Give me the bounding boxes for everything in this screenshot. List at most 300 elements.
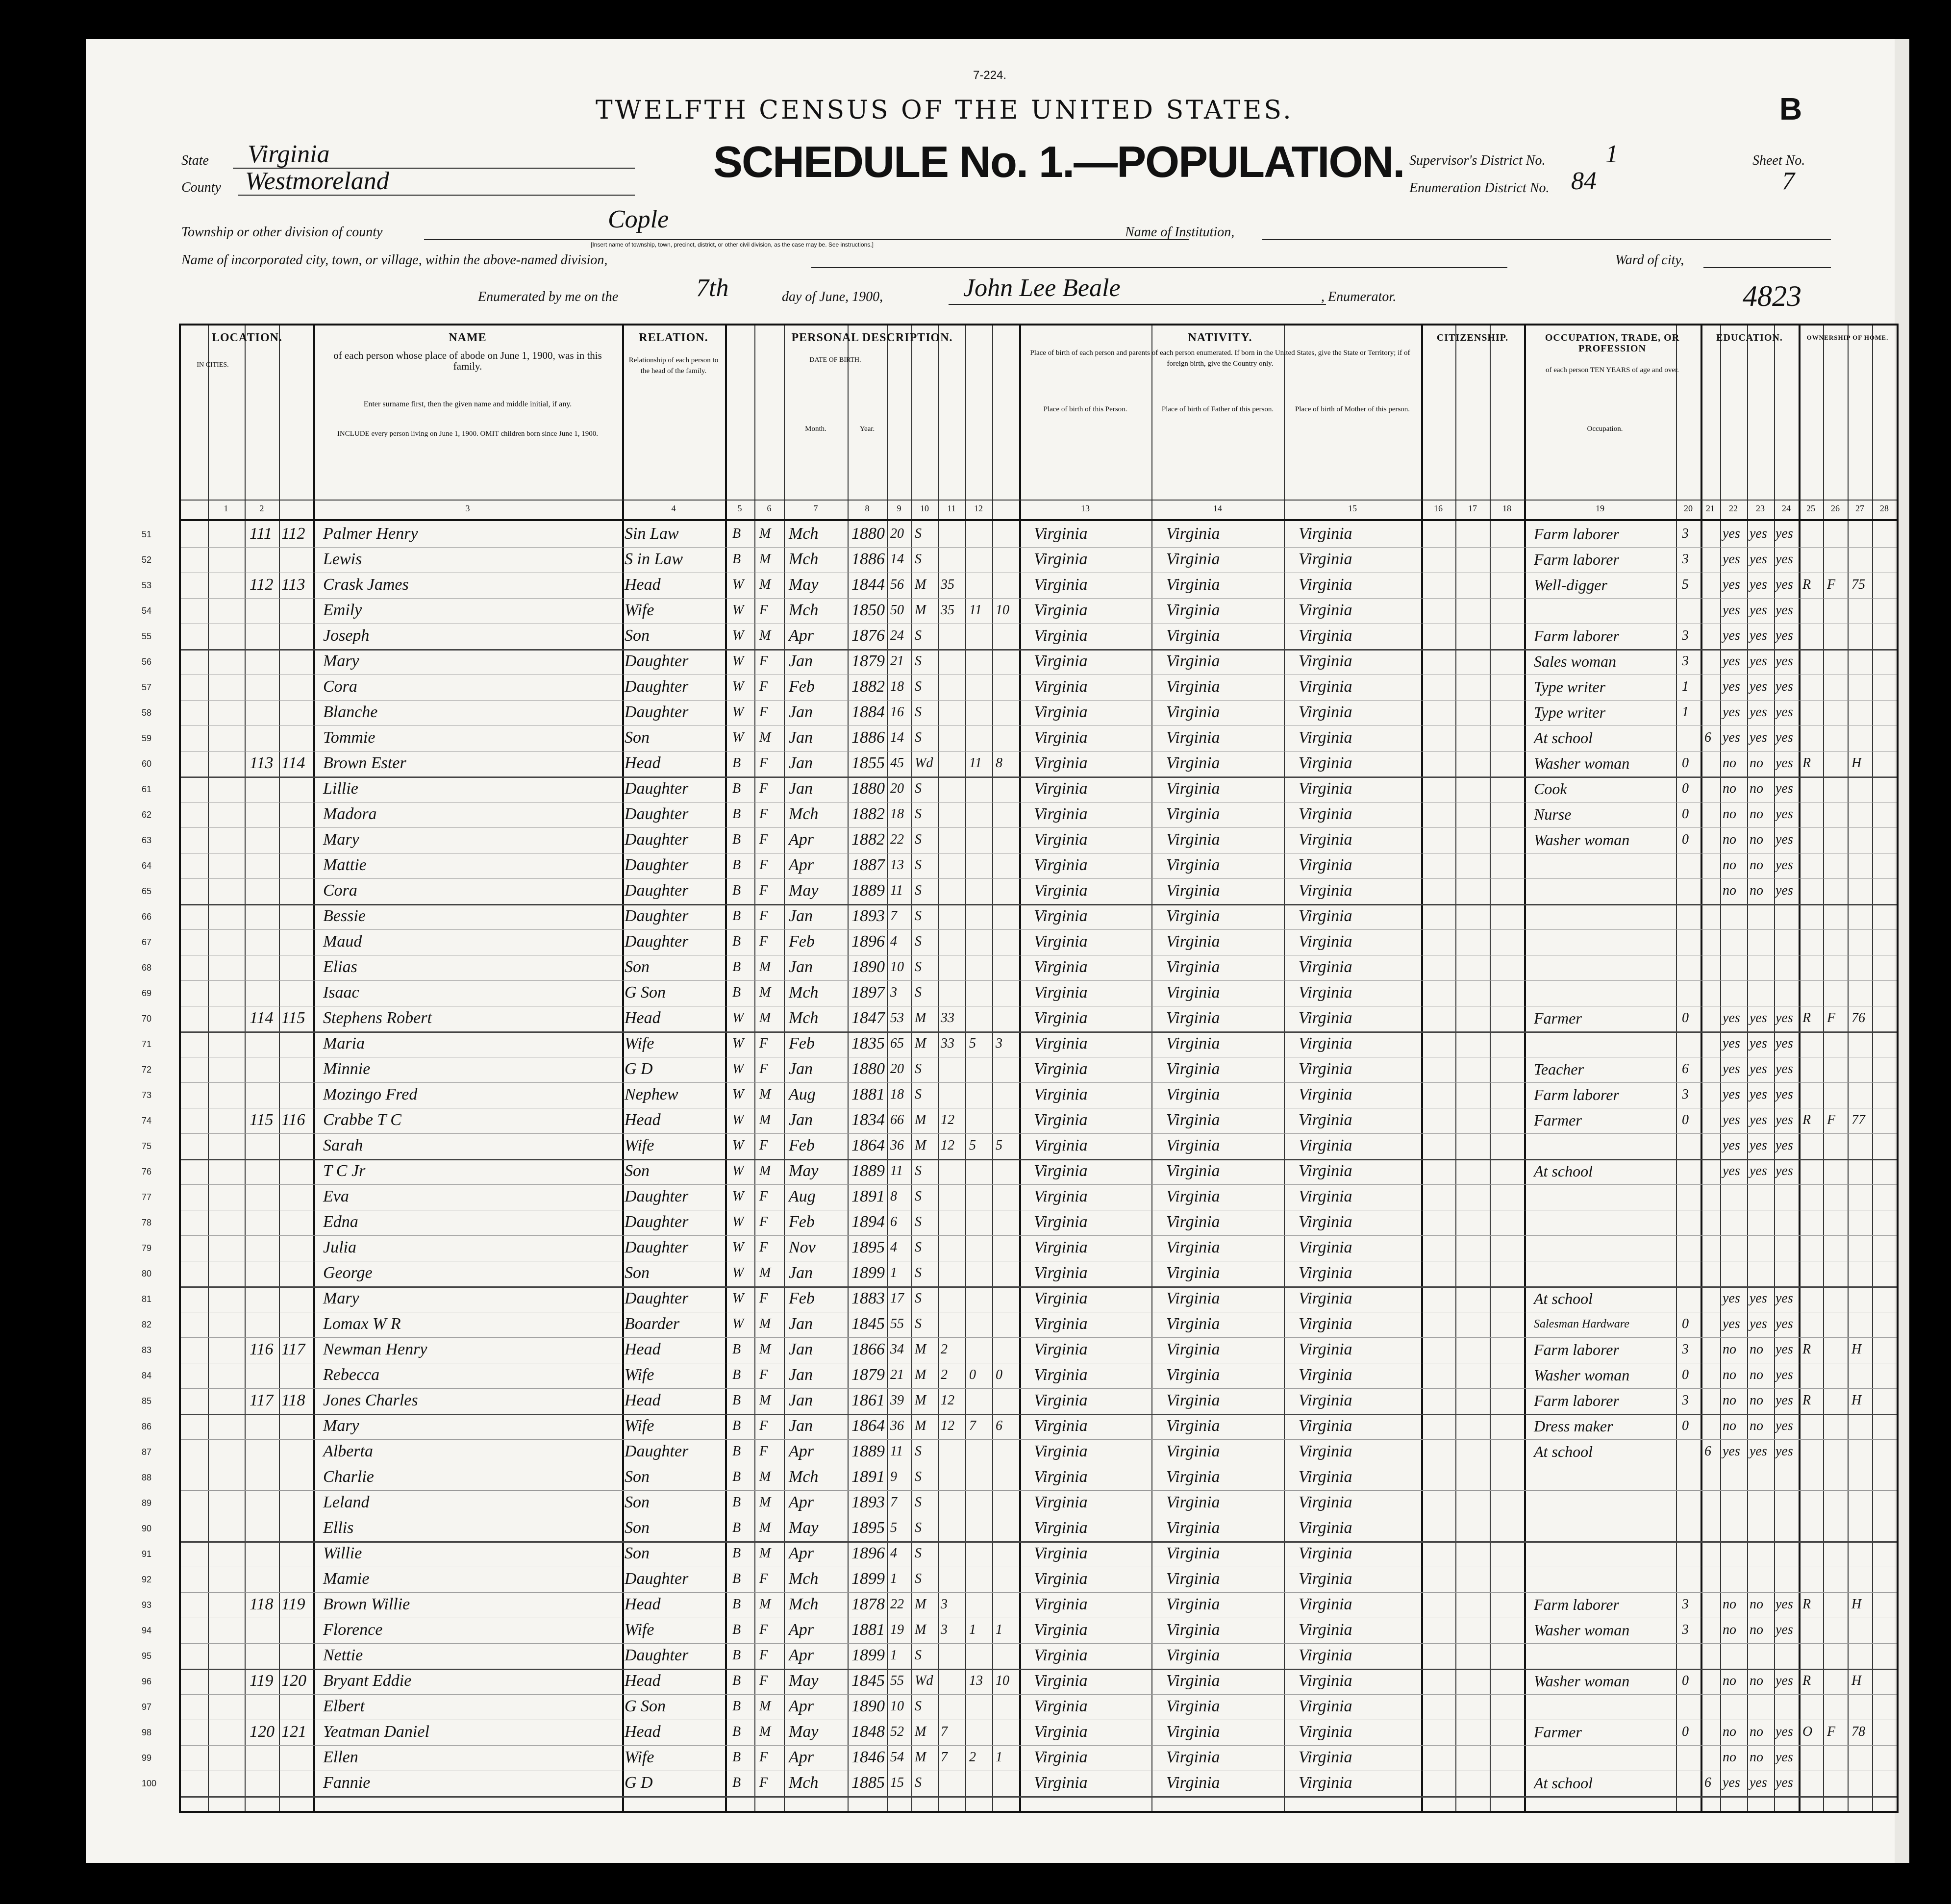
- sex: F: [759, 1240, 768, 1255]
- sex: M: [759, 1163, 771, 1178]
- can-read: yes: [1723, 1775, 1740, 1790]
- color-race: W: [732, 1087, 744, 1102]
- can-write: no: [1750, 832, 1763, 847]
- age: 7: [890, 908, 897, 924]
- name-note-2: INCLUDE every person living on June 1, 1900. OMIT children born since June 1, 1900.: [337, 430, 599, 438]
- can-write: yes: [1750, 1316, 1767, 1331]
- birth-month: Feb: [789, 1034, 815, 1052]
- birthplace-person: Virginia: [1034, 1544, 1088, 1562]
- birth-year: 1845: [851, 1672, 885, 1690]
- birth-month: Mch: [789, 1570, 819, 1588]
- color-race: W: [732, 1316, 744, 1331]
- line-number: 68: [142, 963, 152, 973]
- supervisor-value: 1: [1605, 140, 1618, 168]
- years-married: 2: [941, 1367, 948, 1382]
- sex: M: [759, 628, 771, 643]
- marital-status: S: [915, 628, 922, 643]
- age: 21: [890, 653, 904, 669]
- column-number: 7: [813, 503, 818, 513]
- person-name: Isaac: [323, 983, 359, 1002]
- birthplace-mother: Virginia: [1299, 1366, 1352, 1384]
- occupation: Salesman Hardware: [1534, 1318, 1629, 1330]
- col-divider: [245, 326, 246, 1811]
- institution-label: Name of Institution,: [1125, 225, 1235, 240]
- birth-year: 1882: [851, 830, 885, 849]
- years-married: 7: [941, 1750, 948, 1765]
- color-race: B: [732, 1597, 741, 1612]
- enumerated-prefix: Enumerated by me on the: [478, 289, 619, 304]
- color-race: W: [732, 1112, 744, 1127]
- owned-or-rented: R: [1802, 1112, 1811, 1127]
- line-number: 72: [142, 1065, 152, 1075]
- person-name: Yeatman Daniel: [323, 1723, 429, 1741]
- relation: Son: [625, 626, 650, 645]
- person-name: Madora: [323, 805, 377, 823]
- months-unemployed: 3: [1682, 551, 1689, 567]
- sex: F: [759, 704, 768, 720]
- col-divider: [965, 326, 966, 1811]
- sex: M: [759, 1699, 771, 1714]
- can-speak-english: yes: [1776, 1061, 1793, 1077]
- can-speak-english: yes: [1776, 551, 1793, 567]
- family-number: 114: [281, 754, 305, 772]
- person-name: Brown Ester: [323, 754, 406, 772]
- person-name: Lomax W R: [323, 1315, 401, 1333]
- birthplace-father: Virginia: [1166, 958, 1220, 976]
- birthplace-father: Virginia: [1166, 550, 1220, 568]
- birth-year: 1864: [851, 1417, 885, 1435]
- name-note: Enter surname first, then the given name and middle initial, if any.: [363, 400, 572, 408]
- age: 3: [890, 985, 897, 1000]
- birthplace-mother: Virginia: [1299, 626, 1352, 645]
- person-name: Palmer Henry: [323, 525, 418, 543]
- person-name: Cora: [323, 677, 357, 696]
- birth-month: Apr: [789, 1544, 814, 1562]
- age: 54: [890, 1750, 904, 1765]
- color-race: W: [732, 1010, 744, 1026]
- col-divider: [1823, 326, 1824, 1811]
- marital-status: S: [915, 1087, 922, 1102]
- birthplace-person: Virginia: [1034, 1340, 1088, 1358]
- color-race: W: [732, 1163, 744, 1178]
- birth-month: Mch: [789, 805, 819, 823]
- line-number: 96: [142, 1677, 152, 1686]
- color-race: B: [732, 1367, 741, 1382]
- age: 11: [890, 1163, 903, 1178]
- sex: M: [759, 730, 771, 745]
- age: 56: [890, 577, 904, 592]
- column-number: 3: [465, 503, 470, 513]
- age: 66: [890, 1112, 904, 1127]
- can-speak-english: yes: [1776, 857, 1793, 873]
- birthplace-father: Virginia: [1166, 677, 1220, 696]
- months-unemployed: 0: [1682, 1673, 1689, 1688]
- relation: Son: [625, 728, 650, 747]
- dwelling-number: 116: [250, 1340, 274, 1358]
- sex: F: [759, 1673, 768, 1688]
- birth-month: Jan: [789, 728, 813, 747]
- county-line: [238, 195, 635, 196]
- line-number: 94: [142, 1626, 152, 1635]
- birth-month: Jan: [789, 958, 813, 976]
- can-speak-english: yes: [1776, 1673, 1793, 1688]
- occupation-header: OCCUPATION, TRADE, OR PROFESSION: [1545, 332, 1680, 354]
- person-name: Mary: [323, 1417, 359, 1435]
- children-born: 1: [969, 1622, 976, 1637]
- relation: Daughter: [625, 881, 689, 900]
- township-line: [424, 239, 1189, 240]
- years-married: 12: [941, 1393, 954, 1408]
- children-living: 1: [996, 1750, 1002, 1765]
- dwelling-number: 119: [250, 1672, 274, 1690]
- column-number: 21: [1706, 503, 1715, 513]
- can-read: yes: [1723, 1087, 1740, 1102]
- birth-year: 1850: [851, 601, 885, 619]
- age: 20: [890, 781, 904, 796]
- relation: Daughter: [625, 1238, 689, 1256]
- col-divider: [313, 326, 315, 1811]
- marital-status: M: [915, 577, 926, 592]
- birthplace-mother: Virginia: [1299, 907, 1352, 925]
- column-number: 1: [224, 503, 228, 513]
- col-divider: [784, 326, 785, 1811]
- birth-year: 1889: [851, 881, 885, 900]
- color-race: B: [732, 1342, 741, 1357]
- can-write: yes: [1750, 1775, 1767, 1790]
- birth-month: Apr: [789, 626, 814, 645]
- sheet-no-value: 7: [1782, 167, 1795, 195]
- birthplace-mother: Virginia: [1299, 1697, 1352, 1715]
- birth-month: Feb: [789, 677, 815, 696]
- can-speak-english: yes: [1776, 755, 1793, 771]
- col-divider: [1019, 326, 1021, 1811]
- months-unemployed: 3: [1682, 1087, 1689, 1102]
- can-write: yes: [1750, 1112, 1767, 1127]
- line-number: 100: [142, 1779, 157, 1788]
- color-race: B: [732, 959, 741, 975]
- county-label: County: [181, 180, 221, 195]
- relation: Daughter: [625, 677, 689, 696]
- line-number: 98: [142, 1728, 152, 1737]
- years-married: 33: [941, 1010, 954, 1026]
- line-number: 80: [142, 1269, 152, 1278]
- age: 20: [890, 1061, 904, 1077]
- dwelling-number: 114: [250, 1009, 274, 1027]
- birth-month: May: [789, 1519, 819, 1537]
- color-race: W: [732, 1240, 744, 1255]
- line-number: 75: [142, 1141, 152, 1151]
- enumeration-value: 84: [1571, 167, 1597, 195]
- years-married: 3: [941, 1622, 948, 1637]
- birth-month: Aug: [789, 1085, 816, 1103]
- line-number: 51: [142, 529, 152, 539]
- birth-year: 1899: [851, 1646, 885, 1664]
- color-race: B: [732, 1571, 741, 1586]
- dwelling-number: 111: [250, 525, 272, 543]
- line-number: 86: [142, 1422, 152, 1431]
- birth-month: Apr: [789, 1493, 814, 1511]
- can-write: yes: [1750, 730, 1767, 745]
- birthplace-person: Virginia: [1034, 1034, 1088, 1052]
- can-write: yes: [1750, 653, 1767, 669]
- relation: Head: [625, 1595, 661, 1613]
- birth-year: 1866: [851, 1340, 885, 1358]
- person-name: Mary: [323, 1289, 359, 1307]
- birthplace-person: Virginia: [1034, 1723, 1088, 1741]
- marital-status: S: [915, 1163, 922, 1178]
- sex: M: [759, 1112, 771, 1127]
- can-write: yes: [1750, 1444, 1767, 1459]
- birth-person-header: Place of birth of this Person.: [1043, 405, 1127, 413]
- birthplace-father: Virginia: [1166, 1595, 1220, 1613]
- person-name: Maud: [323, 932, 362, 951]
- birth-year: 1861: [851, 1391, 885, 1409]
- line-number: 89: [142, 1498, 152, 1508]
- color-race: B: [732, 1546, 741, 1561]
- birth-year: 1887: [851, 856, 885, 874]
- marital-status: S: [915, 857, 922, 873]
- can-write: yes: [1750, 1036, 1767, 1051]
- months-unemployed: 1: [1682, 679, 1689, 694]
- birthplace-mother: Virginia: [1299, 779, 1352, 798]
- dwelling-number: 115: [250, 1111, 274, 1129]
- age: 6: [890, 1214, 897, 1229]
- birth-month: Jan: [789, 779, 813, 798]
- marital-status: M: [915, 1750, 926, 1765]
- birthplace-person: Virginia: [1034, 525, 1088, 543]
- sex: F: [759, 806, 768, 822]
- person-name: Charlie: [323, 1468, 374, 1486]
- birth-month: Jan: [789, 703, 813, 721]
- line-number: 69: [142, 988, 152, 998]
- can-read: no: [1723, 1622, 1736, 1637]
- birth-year: 1834: [851, 1111, 885, 1129]
- birth-year: 1880: [851, 779, 885, 798]
- birth-year: 1886: [851, 728, 885, 747]
- birthplace-person: Virginia: [1034, 1187, 1088, 1205]
- occupation: Well-digger: [1534, 576, 1607, 594]
- relation: Head: [625, 1391, 661, 1409]
- age: 16: [890, 704, 904, 720]
- can-read: yes: [1723, 653, 1740, 669]
- birthplace-mother: Virginia: [1299, 1723, 1352, 1741]
- birth-year: 1886: [851, 550, 885, 568]
- birthplace-mother: Virginia: [1299, 1085, 1352, 1103]
- months-unemployed: 3: [1682, 1393, 1689, 1408]
- column-number: 18: [1502, 503, 1511, 513]
- months-unemployed: 3: [1682, 628, 1689, 643]
- can-read: yes: [1723, 526, 1740, 541]
- marital-status: S: [915, 1189, 922, 1204]
- can-read: yes: [1723, 1163, 1740, 1178]
- can-read: no: [1723, 832, 1736, 847]
- line-number: 79: [142, 1243, 152, 1253]
- relation: Wife: [625, 1366, 654, 1384]
- color-race: B: [732, 526, 741, 541]
- person-name: Rebecca: [323, 1366, 380, 1384]
- birthplace-person: Virginia: [1034, 576, 1088, 594]
- color-race: B: [732, 857, 741, 873]
- state-label: State: [181, 153, 209, 168]
- marital-status: S: [915, 985, 922, 1000]
- can-speak-english: yes: [1776, 628, 1793, 643]
- person-name: Newman Henry: [323, 1340, 427, 1358]
- can-speak-english: yes: [1776, 1775, 1793, 1790]
- can-read: no: [1723, 1750, 1736, 1765]
- can-write: no: [1750, 781, 1763, 796]
- can-speak-english: yes: [1776, 1367, 1793, 1382]
- months-in-school: 6: [1704, 1775, 1711, 1790]
- can-read: yes: [1723, 1291, 1740, 1306]
- relation: Son: [625, 1544, 650, 1562]
- birthplace-mother: Virginia: [1299, 932, 1352, 951]
- sex: F: [759, 908, 768, 924]
- birth-year: 1883: [851, 1289, 885, 1307]
- color-race: B: [732, 934, 741, 949]
- can-speak-english: yes: [1776, 1316, 1793, 1331]
- relation: Daughter: [625, 1646, 689, 1664]
- age: 4: [890, 1240, 897, 1255]
- birth-year: 1891: [851, 1468, 885, 1486]
- occupation-sub-header: Occupation.: [1587, 425, 1623, 433]
- children-living: 10: [996, 1673, 1009, 1688]
- marital-status: S: [915, 1444, 922, 1459]
- birthplace-person: Virginia: [1034, 652, 1088, 670]
- age: 65: [890, 1036, 904, 1051]
- person-name: Minnie: [323, 1060, 371, 1078]
- age: 39: [890, 1393, 904, 1408]
- occupation: Washer woman: [1534, 1366, 1630, 1384]
- birthplace-father: Virginia: [1166, 907, 1220, 925]
- age: 21: [890, 1367, 904, 1382]
- sex: M: [759, 1469, 771, 1484]
- children-born: 5: [969, 1036, 976, 1051]
- sex: F: [759, 1418, 768, 1433]
- can-write: no: [1750, 806, 1763, 822]
- birthplace-person: Virginia: [1034, 1570, 1088, 1588]
- birthplace-person: Virginia: [1034, 1366, 1088, 1384]
- birth-year: 1844: [851, 576, 885, 594]
- color-race: B: [732, 1699, 741, 1714]
- color-race: W: [732, 1291, 744, 1306]
- can-speak-english: yes: [1776, 602, 1793, 618]
- birthplace-person: Virginia: [1034, 728, 1088, 747]
- can-write: yes: [1750, 602, 1767, 618]
- birthplace-mother: Virginia: [1299, 1391, 1352, 1409]
- months-unemployed: 0: [1682, 781, 1689, 796]
- occupation: Farmer: [1534, 1723, 1582, 1741]
- color-race: W: [732, 679, 744, 694]
- can-speak-english: yes: [1776, 781, 1793, 796]
- relation: Daughter: [625, 907, 689, 925]
- col-divider: [725, 326, 727, 1811]
- name-description: of each person whose place of abode on June 1, 1900, was in this family.: [333, 350, 602, 372]
- months-unemployed: 3: [1682, 526, 1689, 541]
- birthplace-father: Virginia: [1166, 703, 1220, 721]
- birthplace-mother: Virginia: [1299, 958, 1352, 976]
- birthplace-mother: Virginia: [1299, 1187, 1352, 1205]
- occupation: Dress maker: [1534, 1417, 1613, 1435]
- months-unemployed: 3: [1682, 1342, 1689, 1357]
- birth-year: 1878: [851, 1595, 885, 1613]
- can-read: yes: [1723, 679, 1740, 694]
- relation: G Son: [625, 1697, 666, 1715]
- months-unemployed: 0: [1682, 1418, 1689, 1433]
- years-married: 33: [941, 1036, 954, 1051]
- state-value: Virginia: [248, 140, 330, 168]
- birthplace-person: Virginia: [1034, 907, 1088, 925]
- sex: M: [759, 1316, 771, 1331]
- free-or-mortgaged: F: [1827, 1112, 1836, 1127]
- line-number: 74: [142, 1116, 152, 1126]
- marital-status: S: [915, 653, 922, 669]
- marital-status: S: [915, 1265, 922, 1280]
- relation: Son: [625, 1519, 650, 1537]
- birthplace-mother: Virginia: [1299, 1238, 1352, 1256]
- can-write: no: [1750, 883, 1763, 898]
- birth-year: 1879: [851, 652, 885, 670]
- birth-year: 1894: [851, 1213, 885, 1231]
- relation: Son: [625, 1493, 650, 1511]
- birthplace-person: Virginia: [1034, 1672, 1088, 1690]
- color-race: B: [732, 1418, 741, 1433]
- col-divider: [911, 326, 912, 1811]
- birthplace-person: Virginia: [1034, 881, 1088, 900]
- free-or-mortgaged: F: [1827, 577, 1836, 592]
- sex: M: [759, 1010, 771, 1026]
- line-number: 64: [142, 861, 152, 871]
- marital-status: S: [915, 1214, 922, 1229]
- color-race: B: [732, 1520, 741, 1535]
- birthplace-father: Virginia: [1166, 1468, 1220, 1486]
- birth-month: Jan: [789, 1340, 813, 1358]
- can-speak-english: yes: [1776, 1342, 1793, 1357]
- months-unemployed: 5: [1682, 577, 1689, 592]
- incorporated-line: [811, 267, 1507, 268]
- marital-status: M: [915, 1393, 926, 1408]
- birthplace-person: Virginia: [1034, 932, 1088, 951]
- column-number: 14: [1213, 503, 1222, 513]
- can-write: yes: [1750, 1291, 1767, 1306]
- dwelling-number: 112: [250, 576, 274, 594]
- birthplace-mother: Virginia: [1299, 1519, 1352, 1537]
- relation: Nephew: [625, 1085, 678, 1103]
- can-speak-english: yes: [1776, 1087, 1793, 1102]
- marital-status: S: [915, 1546, 922, 1561]
- age: 5: [890, 1520, 897, 1535]
- birthplace-mother: Virginia: [1299, 1774, 1352, 1792]
- person-name: Julia: [323, 1238, 356, 1256]
- sex: M: [759, 985, 771, 1000]
- birth-year: 1884: [851, 703, 885, 721]
- marital-status: M: [915, 1418, 926, 1433]
- occupation: At school: [1534, 1290, 1593, 1307]
- color-race: W: [732, 1138, 744, 1153]
- birthplace-mother: Virginia: [1299, 1417, 1352, 1435]
- dwelling-number: 113: [250, 754, 274, 772]
- birth-year: 1848: [851, 1723, 885, 1741]
- children-living: 5: [996, 1138, 1002, 1153]
- months-unemployed: 0: [1682, 1316, 1689, 1331]
- family-number: 115: [281, 1009, 305, 1027]
- color-race: B: [732, 1673, 741, 1688]
- sex: F: [759, 602, 768, 618]
- col-divider: [1872, 326, 1873, 1811]
- birth-month: Jan: [789, 907, 813, 925]
- can-read: yes: [1723, 1036, 1740, 1051]
- farm-or-house: H: [1851, 1393, 1862, 1408]
- birth-year: 1899: [851, 1264, 885, 1282]
